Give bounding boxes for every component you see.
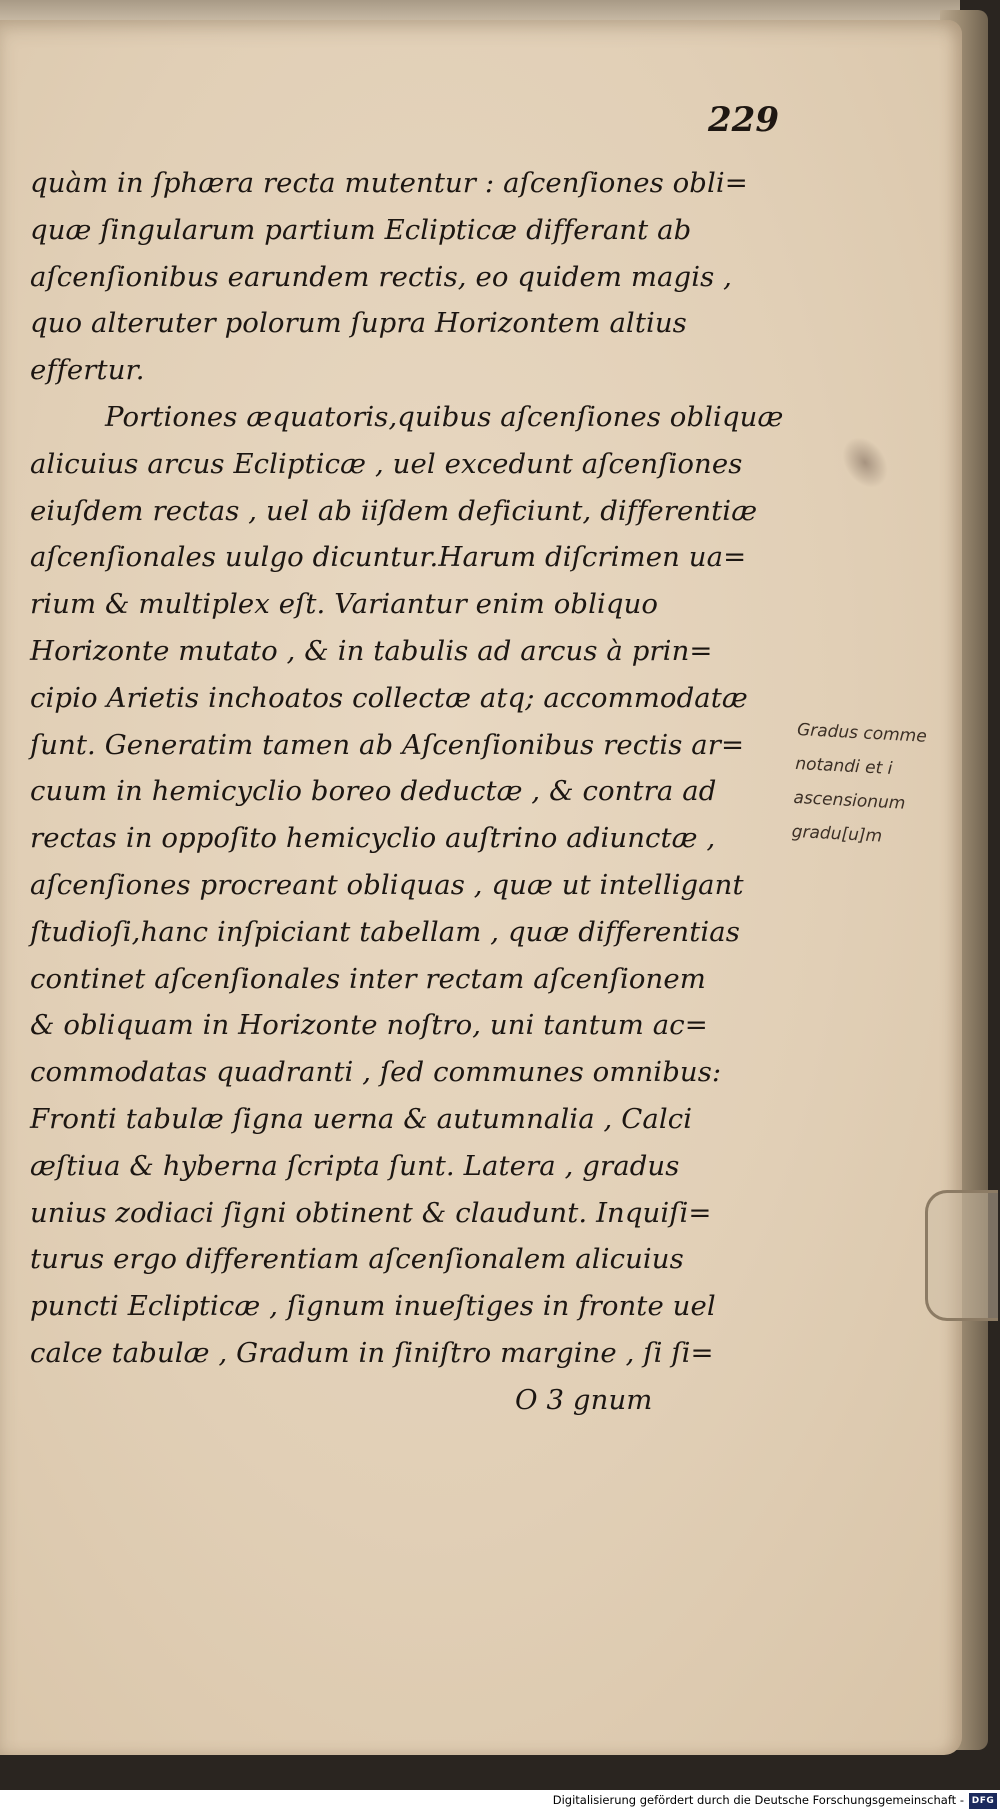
text-line: commodatas quadranti , ſed communes omnibus: — [30, 1056, 722, 1089]
text-line: effertur. — [30, 354, 145, 387]
text-line: puncti Eclipticæ , ſignum inueſtiges in fronte uel — [30, 1290, 716, 1323]
book-page — [0, 20, 962, 1755]
book-clasp — [925, 1190, 998, 1321]
text-line: aſcenſionales uulgo dicuntur.Harum diſcrimen ua= — [30, 541, 747, 574]
marginalia-line: gradu[u]m — [791, 821, 883, 847]
text-line: rectas in oppoſito hemicyclio auſtrino adiunctæ , — [30, 822, 716, 855]
previous-page-edge — [0, 0, 960, 22]
text-line: Horizonte mutato , & in tabulis ad arcus à prin= — [30, 634, 713, 667]
signature-catchword-line: O 3 gnum — [515, 1383, 653, 1416]
text-line: calce tabulæ , Gradum in ſiniſtro margine , ſi ſi= — [30, 1336, 714, 1369]
dfg-logo-icon: DFG — [969, 1793, 997, 1809]
text-line: alicuius arcus Eclipticæ , uel excedunt aſcenſiones — [30, 447, 743, 480]
text-line: quàm in ſphæra recta mutentur : aſcenſiones obli= — [30, 167, 748, 199]
marginalia-line: Gradus comme — [796, 719, 928, 747]
text-line: aſcenſiones procreant obliquas , quæ ut intelligant — [30, 868, 744, 901]
text-line: cuum in hemicyclio boreo deductæ , & contra ad — [30, 775, 717, 808]
text-line: rium & multiplex eſt. Variantur enim obliquo — [30, 588, 659, 621]
text-line: cipio Arietis inchoatos collectæ atq; accommodatæ — [30, 681, 748, 714]
page-number: 229 — [708, 100, 779, 140]
body-text — [30, 160, 795, 1424]
text-line: ſunt. Generatim tamen ab Aſcenſionibus rectis ar= — [30, 728, 745, 761]
text-line: continet aſcenſionales inter rectam aſcenſionem — [30, 962, 706, 995]
marginalia-line: ascensionum — [793, 787, 906, 814]
digitization-credit: Digitalisierung gefördert durch die Deutsche Forschungsgemeinschaft - — [552, 1793, 964, 1807]
handwritten-marginalia — [791, 713, 973, 858]
text-line: æſtiua & hyberna ſcripta ſunt. Latera , gradus — [30, 1149, 680, 1182]
text-line: aſcenſionibus earundem rectis, eo quidem magis , — [30, 260, 733, 293]
text-line: quæ ſingularum partium Eclipticæ differant ab — [30, 213, 692, 246]
text-line: unius zodiaci ſigni obtinent & claudunt. Inquiſi= — [30, 1196, 712, 1229]
ink-mark — [833, 429, 897, 497]
text-line: turus ergo differentiam aſcenſionalem alicuius — [30, 1243, 684, 1276]
text-line: eiuſdem rectas , uel ab iiſdem deficiunt, differentiæ — [30, 494, 758, 527]
paragraph-start-line: Portiones æquatoris,quibus aſcenſiones obliquæ — [105, 400, 784, 433]
text-line: ſtudioſi,hanc inſpiciant tabellam , quæ differentias — [30, 915, 740, 948]
footer-bar — [0, 1790, 1000, 1812]
marginalia-line: notandi et i — [794, 753, 893, 780]
text-line: Fronti tabulæ ſigna uerna & autumnalia , Calci — [30, 1102, 693, 1135]
text-line: & obliquam in Horizonte noſtro, uni tantum ac= — [30, 1009, 708, 1042]
text-line: quo alteruter polorum ſupra Horizontem altius — [30, 307, 687, 340]
